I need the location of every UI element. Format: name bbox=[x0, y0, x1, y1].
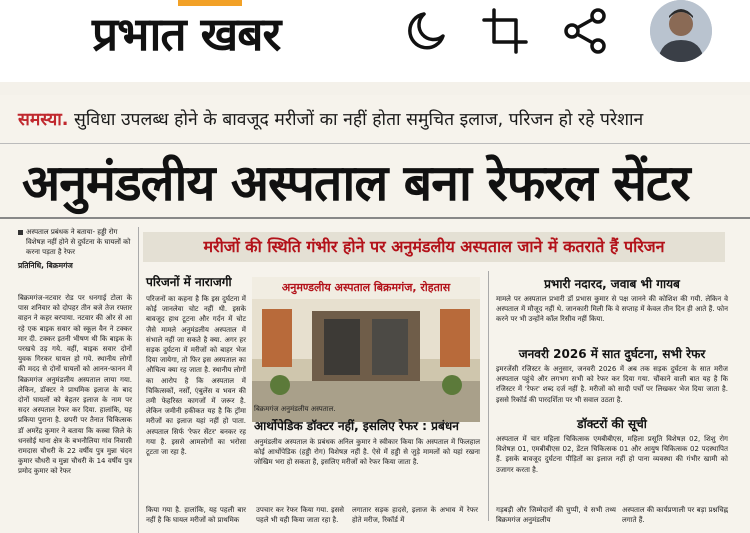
kicker-text: सुविधा उपलब्ध होने के बावजूद मरीजों का नहीं होता समुचित इलाज, परिजन हो रहे परेशान bbox=[74, 110, 644, 130]
column-prabhari bbox=[496, 275, 728, 325]
column-divider bbox=[138, 227, 139, 533]
summary-bullet: अस्पताल प्रबंधक ने बताया- हड्डी रोग विशेषज्ञ नहीं होने से दुर्घटना के घायलों को करना पड़ता है रेफर bbox=[18, 227, 132, 257]
bottom-fragment: किया गया है. हालांकि, यह पहली बार नहीं है कि घायल मरीजों को प्राथमिक bbox=[146, 506, 246, 525]
column-body: इमरजेंसी रजिस्टर के अनुसार, जनवरी 2026 में अब तक सड़क दुर्घटना के सात मरीज अस्पताल पहुंचे और लगभग सभी को रेफर कर दिया गया. चौंकाने वाली बात यह है कि रजिस्टर में 'रेफर' शब्द दर्ज नहीं है. मरीजों को सादी पर्चों पर लिखकर भेज दिया जाता है. इससे रिकॉर्ड की पारदर्शिता पर भी सवाल उठता है. bbox=[496, 365, 728, 404]
column-january bbox=[496, 345, 728, 405]
column-doctors bbox=[496, 415, 728, 475]
left-column-summary bbox=[18, 227, 132, 271]
newspaper-clip bbox=[0, 95, 750, 533]
headline: अनुमंडलीय अस्पताल बना रेफरल सेंटर bbox=[22, 154, 690, 212]
kicker-label: समस्या. bbox=[18, 110, 69, 130]
kicker-line bbox=[18, 107, 643, 131]
photo-caption: बिक्रमगंज अनुमंडलीय अस्पताल. bbox=[254, 405, 336, 413]
bottom-fragment: अस्पताल की कार्यप्रणाली पर बड़ा प्रश्नचिह्न लगाते हैं. bbox=[622, 506, 728, 525]
column-divider bbox=[488, 271, 489, 521]
bottom-fragment: उपचार कर रेफर किया गया. इससे पहले भी यही किया जाता रहा है. bbox=[256, 506, 344, 525]
bottom-fragment: लगातार सड़क हादसे, इलाज के अभाव में रेफर होते मरीज, रिकॉर्ड में bbox=[352, 506, 478, 525]
moon-icon[interactable] bbox=[402, 6, 452, 56]
hospital-illustration bbox=[252, 277, 480, 422]
column-body: अनुमंडलीय अस्पताल के प्रबंधक अनिल कुमार ने स्वीकार किया कि अस्पताल में फिलहाल कोई आर्थोपेडिक (हड्डी रोग) विशेषज्ञ नहीं है. ऐसे में हड्डी से जुड़े मामलों को यहां रखना जोखिम भरा हो सकता है, इसलिए मरीजों को रेफर किया जाता है. bbox=[254, 438, 480, 467]
column-prabandhan bbox=[254, 417, 480, 468]
left-column-body: बिक्रमगंज-नटवार रोड पर धनगाई टोला के पास शनिवार को दोपहर तीन बजे तेज रफ्तार वाहन ने कहर बरपाया. नटवार की ओर से आ रहे एक बाइक सवार को स्कूल वैन ने टक्कर मार दी. टक्कर इतनी भीषण थी कि बाइक के परखचे उड़ गये. वहीं, बाइक सवार दोनों युवक गिरकर घायल हो गये. स्थानीय लोगों की मदद से दोनों घायलों को आनन-फानन में बिक्रमगंज अनुमंडलीय अस्पताल लाया गया. लेकिन, डॉक्टर ने प्राथमिक इलाज के बाद दोनों घायलों को बेहतर इलाज के नाम पर सदर अस्पताल रेफर कर दिया. हालांकि, यह प्रकिया पुराना है. छपरी पर तैनात चिकित्सक डॉ अमरेंद्र कुमार ने बताया कि कस्बा जिले के धनसोई थाना क्षेत्र के बभनौलिया गांव निवासी रामदास चौधरी के 22 वर्षीय पुत्र मुन्ना चंदन कुमार चौधरी व मुन्ना चौधरी के 14 वर्षीय पुत्र प्रमोद कुमार को रेफर bbox=[18, 294, 132, 476]
byline: प्रतिनिधि, बिक्रमगंज bbox=[18, 261, 73, 270]
column-title: प्रभारी नदारद, जवाब भी गायब bbox=[544, 277, 680, 291]
crop-icon[interactable] bbox=[480, 6, 530, 56]
user-avatar[interactable] bbox=[650, 0, 712, 62]
column-body: मामले पर अस्पताल प्रभारी डॉ प्रभास कुमार से पक्ष जानने की कोशिश की गयी. लेकिन वे अस्पताल में मौजूद नहीं थे. जानकारी मिली कि वे सप्ताह में केवल तीन दिन ही आते हैं. फोन करने पर भी उन्होंने कॉल रिसीव नहीं किया. bbox=[496, 295, 728, 324]
column-body: परिजनों का कहना है कि इस दुर्घटना में कोई जानलेवा चोट नहीं थी. इसके बावजूद हाथ टूटना और गर्दन में चोट जैसे मामले अनुमंडलीय अस्पताल में संभाले नहीं जा सकते है क्या. अगर हर सड़क दुर्घटना में मरीजों को बाहर भेज दिया जायेगा, तो फिर इस अस्पताल का औचित्य क्या रह जाता है. स्थानीय लोगों का आरोप है कि अस्पताल में चिकित्सकों, नर्सों, एंबुलेंस व भवन की तमी फेहरिस्त कागजों में जरूर है. लेकिन जमीनी हकीकत यह है कि ट्रॉमा मरीजों का इलाज यहां नहीं हो पाता. अस्पताल सिर्फ 'रेफर सेंटर' बनकर रह गया है. इससे आमलोगों का भरोसा टूटता जा रहा है. bbox=[146, 295, 246, 457]
app-header bbox=[0, 0, 750, 82]
section-banner: मरीजों की स्थिति गंभीर होने पर अनुमंडलीय अस्पताल जाने में कतराते हैं परिजन bbox=[143, 232, 725, 262]
column-title: आर्थोपेडिक डॉक्टर नहीं, इसलिए रेफर : प्रबंधन bbox=[254, 419, 459, 433]
column-body: अस्पताल में चार महिला चिकित्सक एमबीबीएस, महिला प्रसूति विशेषज्ञ 02, शिशु रोग विशेषज्ञ 01, एमबीबीएस 02, डेंटल चिकित्सक 01 और आयुष चिकित्सक 02 पदस्थापित हैं. इसके बावजूद दुर्घटना पीड़ितों का इलाज नहीं हो पाना व्यवस्था की गंभीर खामी को उजागर करता है. bbox=[496, 435, 728, 474]
bottom-fragment: गड़बड़ी और जिम्मेदारों की चुप्पी, ये सभी तथ्य बिक्रमगंज अनुमंडलीय bbox=[496, 506, 616, 525]
column-title: डॉक्टरों की सूची bbox=[577, 417, 647, 431]
hospital-sign: अनुमण्डलीय अस्पताल बिक्रमगंज, रोहतास bbox=[281, 281, 451, 294]
column-title: परिजनों में नाराजगी bbox=[146, 275, 232, 289]
app-logo[interactable]: प्रभात खबर bbox=[92, 7, 281, 61]
column-parijan bbox=[146, 273, 246, 457]
hospital-photo bbox=[252, 277, 480, 422]
divider bbox=[0, 143, 750, 144]
column-title: जनवरी 2026 में सात दुर्घटना, सभी रेफर bbox=[518, 347, 706, 361]
share-icon[interactable] bbox=[560, 6, 610, 56]
divider bbox=[0, 217, 750, 219]
